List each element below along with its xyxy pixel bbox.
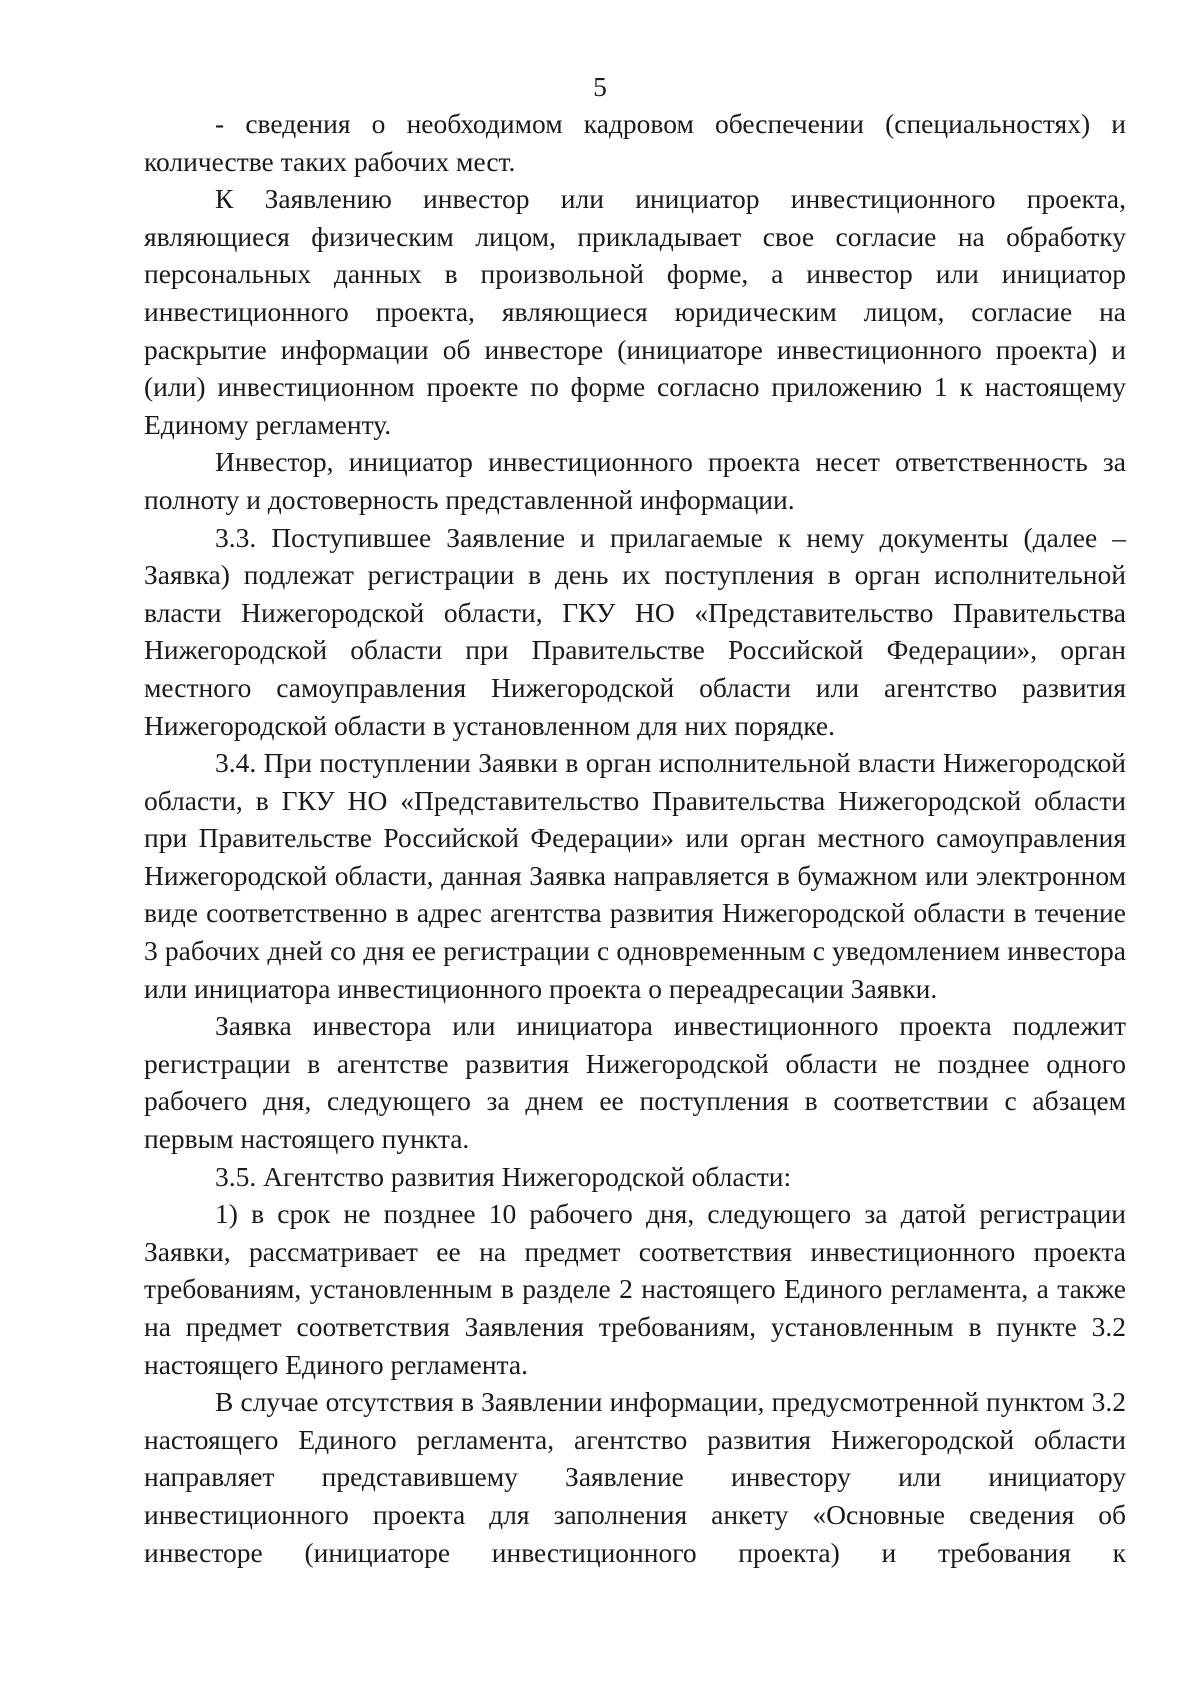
paragraph-clause-3-5: 3.5. Агентство развития Нижегородской области:: [215, 1160, 792, 1192]
document-body: [144, 105, 1126, 1571]
paragraph-clause-3-4: 3.4. При поступлении Заявки в орган исполнительной власти Нижегородской области, в ГКУ НО «Представительство Правительства Нижегородской области при Правительстве Российской Федерации» или орган местного самоуправления Нижегородской области, данная Заявка направляется в бумажном или электронном виде соответственно в адрес агентства развития Нижегородской области в течение 3 рабочих дней со дня ее регистрации с одновременным с уведомлением инвестора или инициатора инвестиционного проекта о переадресации Заявки.: [144, 747, 1126, 1004]
paragraph-responsibility: Инвестор, инициатор инвестиционного проекта несет ответственность за полноту и достоверность представленной информации.: [144, 446, 1126, 515]
paragraph-consent: К Заявлению инвестор или инициатор инвестиционного проекта, являющиеся физическим лицом, прикладывает свое согласие на обработку персональных данных в произвольной форме, а инвестор или инициатор инвестиционного проекта, являющиеся юридическим лицом, согласие на раскрытие информации об инвесторе (инициаторе инвестиционного проекта) и (или) инвестиционном проекте по форме согласно приложению 1 к настоящему Единому регламенту.: [144, 183, 1126, 440]
paragraph-item-1: 1) в срок не позднее 10 рабочего дня, следующего за датой регистрации Заявки, рассматривает ее на предмет соответствия инвестиционного проекта требованиям, установленным в разделе 2 настоящего Единого регламента, а также на предмет соответствия Заявления требованиям, установленным в пункте 3.2 настоящего Единого регламента.: [144, 1198, 1126, 1380]
paragraph-staffing-info: - сведения о необходимом кадровом обеспечении (специальностях) и количестве таких рабочих мест.: [144, 108, 1126, 177]
paragraph-missing-info: В случае отсутствия в Заявлении информации, предусмотренной пунктом 3.2 настоящего Единого регламента, агентство развития Нижегородской области направляет представившему Заявление инвестору или инициатору инвестиционного проекта для заполнения анкету «Основные сведения об инвесторе (инициаторе инвестиционного проекта) и требования к: [144, 1386, 1126, 1568]
paragraph-registration: Заявка инвестора или инициатора инвестиционного проекта подлежит регистрации в агентстве развития Нижегородской области не позднее одного рабочего дня, следующего за днем ее поступления в соответствии с абзацем первым настоящего пункта.: [144, 1010, 1126, 1155]
paragraph-clause-3-3: 3.3. Поступившее Заявление и прилагаемые к нему документы (далее – Заявка) подлежат регистрации в день их поступления в орган исполнительной власти Нижегородской области, ГКУ НО «Представительство Правительства Нижегородской области при Правительстве Российской Федерации», орган местного самоуправления Нижегородской области или агентство развития Нижегородской области в установленном для них порядке.: [144, 521, 1126, 741]
page-number: 5: [593, 71, 607, 102]
